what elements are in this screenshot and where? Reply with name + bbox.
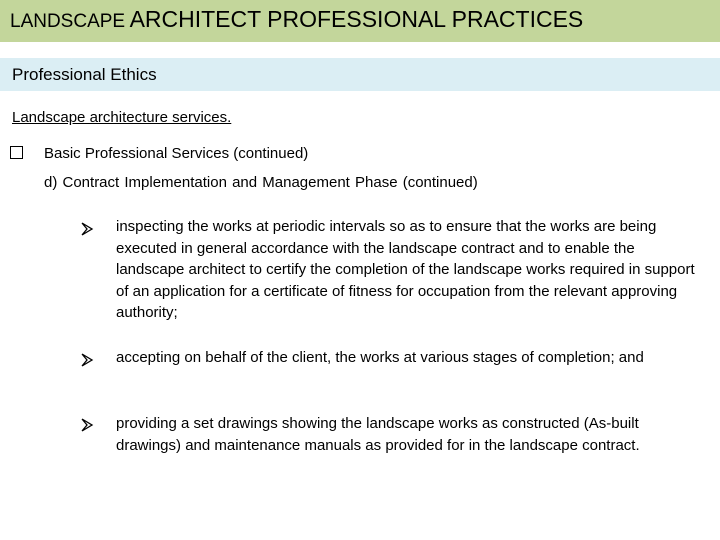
arrow-bullet-icon: [80, 222, 94, 236]
arrow-bullet-icon: [80, 353, 94, 367]
subheading: Landscape architecture services.: [12, 109, 232, 126]
section-bar: [0, 58, 720, 91]
level2-text: d) Contract Implementation and Management Phase (continued): [44, 174, 478, 191]
list-item: accepting on behalf of the client, the works at various stages of completion; and: [116, 349, 644, 366]
page-title-part1: LANDSCAPE: [10, 11, 126, 32]
arrow-bullet-icon: [80, 418, 94, 432]
section-title: Professional Ethics: [12, 65, 157, 84]
list-item: inspecting the works at periodic intervals so as to ensure that the works are being executed in general accordance with the landscape contract and to enable the landscape architect to certify the completion of the landscape works required in support of an application for a certificate of fitness for occupation from the relevant approving authority;: [116, 218, 695, 321]
title-bar: [0, 0, 720, 42]
level1-text: Basic Professional Services (continued): [44, 145, 309, 162]
page-title-part2: ARCHITECT PROFESSIONAL PRACTICES: [129, 6, 584, 32]
square-bullet-icon: [10, 146, 23, 159]
page-title: [10, 6, 583, 33]
list-item: providing a set drawings showing the landscape works as constructed (As-built drawings) and maintenance manuals as provided for in the landscape contract.: [116, 415, 640, 454]
